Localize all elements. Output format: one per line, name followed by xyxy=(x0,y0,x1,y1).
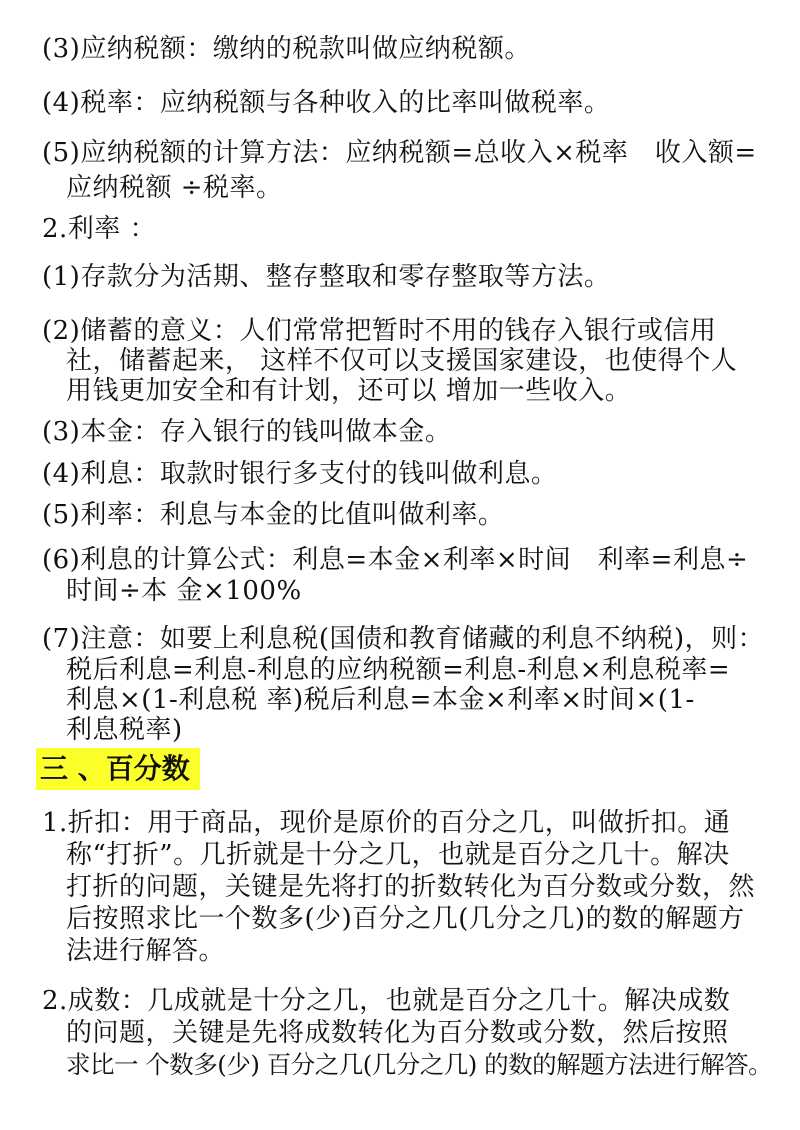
discount-line5: 法进行解答。 xyxy=(66,936,226,966)
discount-line3: 打折的问题，关键是先将打的折数转化为百分数或分数，然 xyxy=(66,872,756,902)
interest-item-7-line4: 利息税率) xyxy=(66,715,183,745)
interest-item-6-line1: (6)利息的计算公式：利息=本金×利率×时间 利率=利息÷ xyxy=(42,545,749,575)
interest-item-7-line2: 税后利息=利息-利息的应纳税额=利息-利息×利息税率= xyxy=(66,655,731,685)
interest-item-6-line2: 时间÷本 金×100% xyxy=(66,576,302,606)
tax-item-5-line2: 应纳税额 ÷税率。 xyxy=(66,173,283,203)
interest-title: 2.利率 ： xyxy=(42,214,157,244)
discount-line2: 称“打折”。几折就是十分之几，也就是百分之几十。解决 xyxy=(66,840,730,870)
interest-item-7-line1: (7)注意：如要上利息税(国债和教育储藏的利息不纳税)，则： xyxy=(42,624,765,654)
interest-item-2-line3: 用钱更加安全和有计划，还可以 增加一些收入。 xyxy=(66,376,632,406)
tax-item-3: (3)应纳税额：缴纳的税款叫做应纳税额。 xyxy=(42,34,531,64)
interest-item-2-line1: (2)储蓄的意义：人们常常把暂时不用的钱存入银行或信用 xyxy=(42,316,717,346)
interest-item-4: (4)利息：取款时银行多支付的钱叫做利息。 xyxy=(42,459,558,489)
section-heading-percent: 三 、百分数 xyxy=(36,748,200,790)
interest-item-7-line3: 利息×(1-利息税 率)税后利息=本金×利率×时间×(1- xyxy=(66,685,695,715)
percent-line2: 的问题，关键是先将成数转化为百分数或分数，然后按照 xyxy=(66,1018,729,1048)
discount-line1: 1.折扣：用于商品，现价是原价的百分之几，叫做折扣。通 xyxy=(42,808,731,838)
tax-item-4: (4)税率：应纳税额与各种收入的比率叫做税率。 xyxy=(42,88,611,118)
interest-item-5: (5)利率：利息与本金的比值叫做利率。 xyxy=(42,500,505,530)
interest-item-1: (1)存款分为活期、整存整取和零存整取等方法。 xyxy=(42,262,611,292)
discount-line4: 后按照求比一个数多(少)百分之几(几分之几)的数的解题方 xyxy=(66,904,745,934)
percent-line3: 求比一 个数多(少) 百分之几(几分之几) 的数的解题方法进行解答。 xyxy=(66,1050,773,1079)
tax-item-5-line1: (5)应纳税额的计算方法：应纳税额=总收入×税率 收入额= xyxy=(42,138,757,168)
interest-item-3: (3)本金：存入银行的钱叫做本金。 xyxy=(42,417,452,447)
interest-item-2-line2: 社，储蓄起来， 这样不仅可以支援国家建设，也使得个人 xyxy=(66,346,738,376)
percent-line1: 2.成数：几成就是十分之几，也就是百分之几十。解决成数 xyxy=(42,986,731,1016)
